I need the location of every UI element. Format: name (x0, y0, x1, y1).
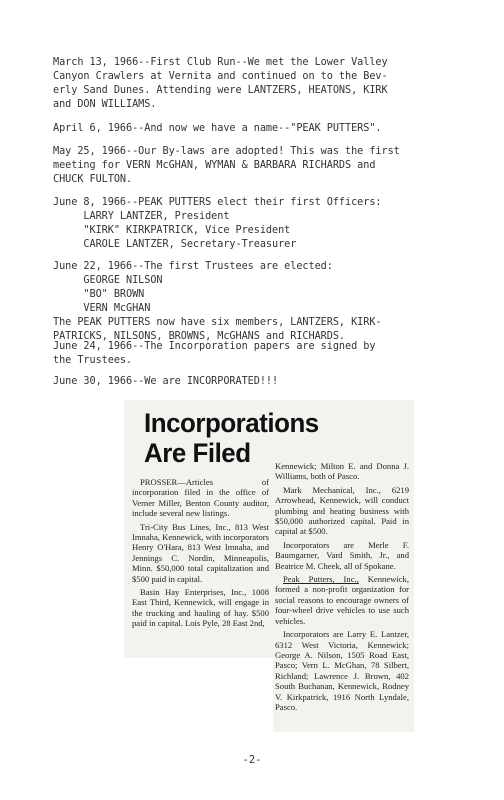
clipping-headline: Incorporations Are Filed (144, 408, 319, 468)
clipping-paragraph: Incorporators are Larry E. Lantzer, 6312 West Victoria, Kennewick; George A. Nilson, 1505 Road East, Pasco; Vern L. McGhan, 78 Silbert, Richland; Lawrence J. Brown, 402 South Buchanan, Kennewick, Rodney V. Kirkpatrick, 1916 North Lyndale, Pasco. (275, 629, 409, 712)
peak-putters-underlined: Peak Putters, Inc., (283, 574, 359, 585)
entry-incorporated: June 30, 1966--We are INCORPORATED!!! (53, 376, 279, 387)
clipping-paragraph: Kennewick; Milton E. and Donna J. Williams, both of Pasco. (275, 461, 409, 482)
entry-officers-elected: June 8, 1966--PEAK PUTTERS elect their first Officers: LARRY LANTZER, President "KIRK" KIRKPATRICK, Vice President CAROLE LANTZER, Secretary-Treasurer (53, 197, 382, 250)
clipping-column-right (275, 461, 409, 715)
entry-first-club-run: March 13, 1966--First Club Run--We met the Lower Valley Canyon Crawlers at Vernita and continued on to the Bev- erly Sand Dunes. Attending were LANTZERS, HEATONS, KIRK and DON WILLIAMS. (53, 57, 388, 110)
clipping-paragraph: Mark Mechanical, Inc., 6219 Arrowhead, Kennewick, will conduct plumbing and heating business with $50,000 authorized capital. Paid in capital at $500. (275, 484, 409, 537)
clipping-paragraph: Incorporators are Merle F. Baumgarner, Vard Smith, Jr., and Beatrice M. Cheek, all of Spokane. (275, 539, 409, 571)
clipping-paragraph: Basin Hay Enterprises, Inc., 1008 East Third, Kennewick, will engage in the trucking and hauling of hay. $500 paid in capital. Lois Pyle, 28 East 2nd, (132, 587, 269, 629)
clipping-paragraph: PROSSER—Articles of incorporation filed in the office of Verner Miller, Benton County auditor, include several new listings. (132, 477, 269, 519)
page-number: -2- (242, 754, 262, 766)
entry-bylaws-adopted: May 25, 1966--Our By-laws are adopted! This was the first meeting for VERN McGHAN, WYMAN & BARBARA RICHARDS and CHUCK FULTON. (53, 146, 400, 185)
newspaper-clipping (124, 400, 414, 732)
entry-papers-signed: June 24, 1966--The Incorporation papers are signed by the Trustees. (53, 341, 376, 366)
clipping-paragraph-peak-putters: Peak Putters, Inc., Kennewick, formed a non-profit organization for social reasons to encourage owners of four-wheel drive vehicles to use such vehicles. (275, 574, 409, 626)
entry-name-chosen: April 6, 1966--And now we have a name--"PEAK PUTTERS". (53, 123, 382, 134)
entry-trustees-elected: June 22, 1966--The first Trustees are elected: GEORGE NILSON "BO" BROWN VERN McGHAN The PEAK PUTTERS now have six members, LANTZERS, KIRK- PATRICKS, NILSONS, BROWNS, McGHANS and RICHARDS. (53, 261, 382, 342)
clipping-paragraph: Tri-City Bus Lines, Inc., 813 West Imnaha, Kennewick, with incorporators Henry O'Hara, 813 West Imnaha, and Jennings C. Nordin, Minneapolis, Minn. $50,000 total capitalization and $500 paid in capital. (132, 521, 269, 584)
clipping-cut-corner (124, 658, 273, 732)
clipping-column-left (132, 477, 269, 632)
